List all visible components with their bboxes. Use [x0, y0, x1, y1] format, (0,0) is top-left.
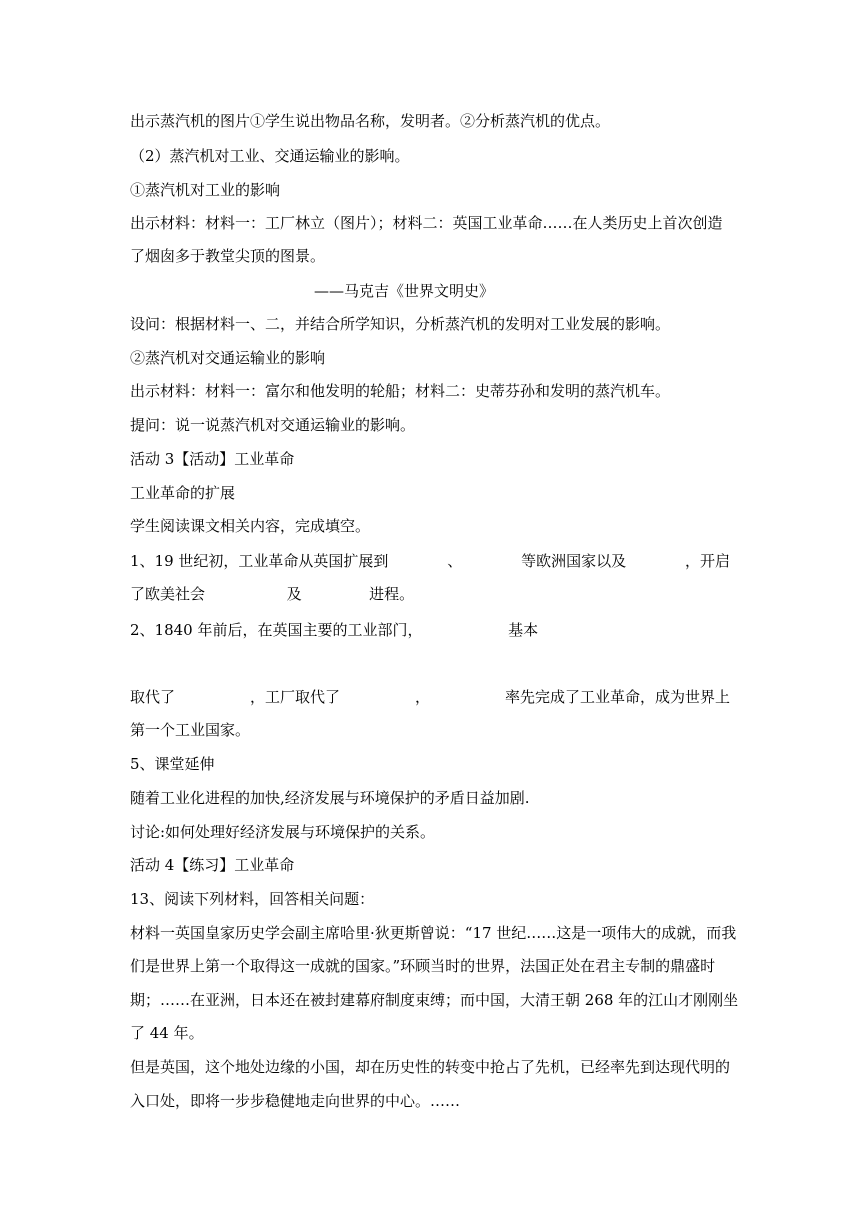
- fill-text: 率先完成了工业革命，成为世界上: [504, 688, 730, 706]
- fill-text: 及: [286, 585, 302, 603]
- fill-text: ，: [414, 688, 430, 706]
- paragraph-line: 了烟囱多于教堂尖顶的图景。: [130, 247, 326, 265]
- section-heading: 5、课堂延伸: [130, 755, 215, 773]
- section-heading: （2）蒸汽机对工业、交通运输业的影响。: [130, 147, 410, 165]
- paragraph-line: 入口处，即将一步步稳健地走向世界的中心。……: [130, 1092, 461, 1110]
- fill-text: 等欧洲国家以及: [521, 552, 627, 570]
- paragraph-line: 提问：说一说蒸汽机对交通运输业的影响。: [130, 416, 416, 434]
- question-heading: 13、阅读下列材料，回答相关问题：: [130, 890, 375, 908]
- fill-blank-line: [130, 686, 730, 708]
- fill-text: 进程。: [369, 585, 415, 603]
- fill-text: 、: [447, 552, 463, 570]
- paragraph-line: 工业革命的扩展: [130, 484, 236, 502]
- paragraph-line: 出示材料：材料一：工厂林立（图片）；材料二：英国工业革命……在人类历史上首次创造: [130, 214, 723, 232]
- paragraph-line: 出示蒸汽机的图片①学生说出物品名称，发明者。②分析蒸汽机的优点。: [130, 112, 611, 130]
- paragraph-line: 材料一英国皇家历史学会副主席哈里·狄更斯曾说：“17 世纪……这是一项伟大的成就，而我: [130, 924, 737, 942]
- fill-text: 基本: [508, 621, 539, 639]
- subsection-heading: ②蒸汽机对交通运输业的影响: [130, 349, 326, 367]
- subsection-heading: ①蒸汽机对工业的影响: [130, 181, 281, 199]
- activity-heading: 活动 3【活动】工业革命: [130, 450, 295, 468]
- fill-text: 了欧美社会: [130, 585, 206, 603]
- paragraph-line: 第一个工业国家。: [130, 721, 251, 739]
- paragraph-line: 了 44 年。: [130, 1024, 204, 1042]
- paragraph-line: 讨论:如何处理好经济发展与环境保护的关系。: [130, 823, 436, 841]
- paragraph-line: 设问：根据材料一、二，并结合所学知识，分析蒸汽机的发明对工业发展的影响。: [130, 315, 671, 333]
- source-citation: ——马克吉《世界文明史》: [314, 282, 495, 300]
- fill-text: 1、19 世纪初，工业革命从英国扩展到: [130, 552, 389, 570]
- paragraph-line: 出示材料：材料一：富尔和他发明的轮船；材料二：史蒂芬孙和发明的蒸汽机车。: [130, 382, 671, 400]
- paragraph-line: 们是世界上第一个取得这一成就的国家。”环顾当时的世界，法国正处在君主专制的鼎盛时: [130, 957, 716, 975]
- fill-text: ，工厂取代了: [249, 688, 340, 706]
- fill-text: 取代了: [130, 688, 176, 706]
- paragraph-line: 期；……在亚洲，日本还在被封建幕府制度束缚；而中国，大清王朝 268 年的江山才刚刚坐: [130, 991, 739, 1009]
- paragraph-line: 随着工业化进程的加快,经济发展与环境保护的矛盾日益加剧.: [130, 789, 530, 807]
- fill-blank-line: [130, 550, 730, 572]
- fill-blank-line: [130, 583, 414, 605]
- paragraph-line: 学生阅读课文相关内容，完成填空。: [130, 517, 371, 535]
- fill-blank-line: [130, 619, 538, 641]
- fill-text: ，开启: [684, 552, 730, 570]
- paragraph-line: 但是英国，这个地处边缘的小国，却在历史性的转变中抢占了先机，已经率先到达现代明的: [130, 1058, 731, 1076]
- fill-text: 2、1840 年前后，在英国主要的工业部门，: [130, 621, 423, 639]
- activity-heading: 活动 4【练习】工业革命: [130, 856, 295, 874]
